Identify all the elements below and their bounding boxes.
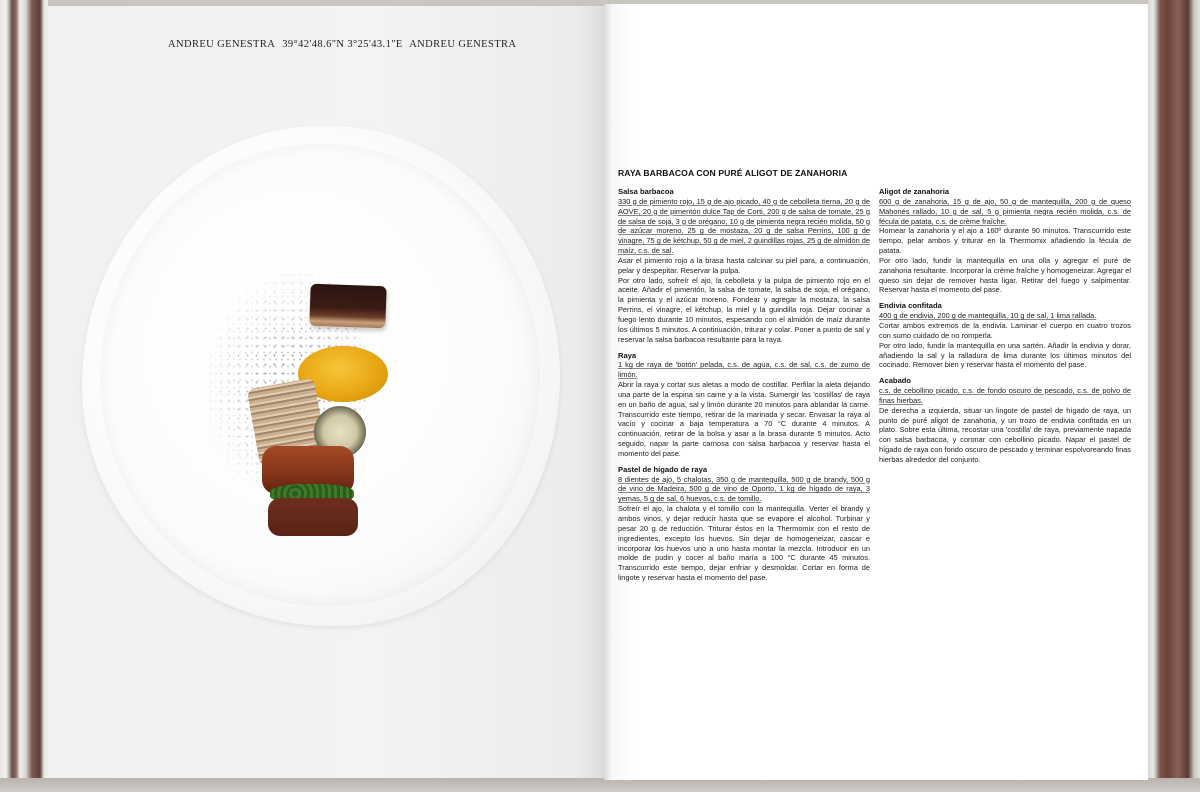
running-head-chef-right: ANDREU GENESTRA <box>409 39 517 50</box>
section-salsa-barbacoa <box>618 187 870 345</box>
section-acabado <box>879 376 1131 465</box>
running-head-coordinates: 39°42'48.6"N 3°25'43.1"E <box>282 39 403 50</box>
step-paragraph: Hornear la zanahoria y el ajo a 160º durante 90 minutos. Transcurrido este tiempo, pelar ambos y triturar en la Thermomix añadiendo la fécula de patata. <box>879 226 1131 256</box>
section-pastel-higado <box>618 465 870 583</box>
recipe-title: RAYA BARBACOA CON PURÉ ALIGOT DE ZANAHORIA <box>618 168 848 178</box>
ingredients-list: 330 g de pimiento rojo, 15 g de ajo picado, 40 g de cebolleta tierna, 20 g de AOVE, 20 g de pimentón dulce Tap de Corti, 200 g de salsa de tomate, 25 g de salsa de soja, 3 g de orégano, 10 g de pimienta negra recién molida, 50 g de azúcar moreno, 25 g de mostaza, 20 g de salsa Perrins, 100 g de vinagre, 75 g de kétchup, 50 g de miel, 2 guindillas rojas, 25 g de almidón de maíz, c.s. de sal. <box>618 196 870 256</box>
step-paragraph: Abrir la raya y cortar sus aletas a modo de costillar. Perfilar la aleta dejando una parte de la espina sin carne y a la vista. Sumergir las 'costillas' de raya en un baño de agua, sal y limón durante 20 minutos para ablandar la carne. Transcurrido este tiempo, retirar de la marinada y secar. Envasar la raya al vacío y cocinar a baja temperatura a 70 °C durante 4 minutos. A continuación, retirar de la bolsa y asar a la brasa durante 5 minutos. Acto seguido, napar la parte carnosa con salsa barbacoa y reservar hasta el momento del pase. <box>618 380 870 458</box>
step-paragraph: Sofreír el ajo, la chalota y el tomillo con la mantequilla. Verter el brandy y ambos vinos, y dejar reducir hasta que se evapore el alcohol. Turbinar y pesar 20 g de reducción. Triturar éstos en la Thermomix con el resto de ingredientes, excepto los huevos. Sin dejar de homogeneizar, cascar e incorporar los huevos uno a uno hasta montar la mezcla. Introducir en un molde de pudin y cocer al baño maría a 100 °C durante 45 minutos. Transcurrido este tiempo, dejar enfriar y desmoldar. Cortar en forma de lingote y reservar hasta el momento del pase. <box>618 504 870 583</box>
ingredients-list: 400 g de endivia, 200 g de mantequilla, 10 g de sal, 1 lima rallada. <box>879 311 1097 321</box>
section-endivia <box>879 301 1131 370</box>
step-paragraph: Cortar ambos extremos de la endivia. Laminar el cuerpo en cuatro trozos con sumo cuidado de no romperla. <box>879 320 1131 340</box>
section-raya <box>618 351 870 459</box>
step-paragraph: Por otro lado, sofreír el ajo, la cebolleta y la pulpa de pimiento rojo en el aceite. Añadir el pimentón, la salsa de tomate, la salsa de soja, el orégano, la pimienta y el azúcar moreno. Fondear y agregar la mostaza, la salsa Perrins, el vinagre, el kétchup, la miel y la guindilla roja. Dejar cocinar a fuego lento durante 10 minutos, espesando con el almidón de maíz durante los últimos 5 minutos. A continuación, triturar y colar. Poner a punto de sal y reservar la salsa barbacoa resultante para la raya. <box>618 275 870 344</box>
section-heading: Salsa barbacoa <box>618 187 674 196</box>
book-left-edge <box>0 0 48 792</box>
step-paragraph: Por otro lado, fundir la mantequilla en una sartén. Añadir la endivia y dorar, añadiendo la sal y la ralladura de lima durante los últimos minutos del cocinado. Remover bien y reservar hasta el momento del pase. <box>879 340 1131 370</box>
ingredients-list: 600 g de zanahoria, 15 g de ajo, 50 g de mantequilla, 200 g de queso Mahonés rallado, 10 g de sal, 5 g pimienta negra recién molida, c.s. de fécula de patata, c.s. de crème fraîche. <box>879 196 1131 226</box>
recipe-column-left <box>618 187 870 589</box>
glazed-liver-pastry <box>309 284 386 329</box>
book-right-edge <box>1148 0 1200 792</box>
running-head-chef-left: ANDREU GENESTRA <box>168 39 276 50</box>
section-heading: Acabado <box>879 376 912 386</box>
section-aligot <box>879 187 1131 295</box>
section-heading: Aligot de zanahoria <box>879 187 950 196</box>
step-paragraph: Por otro lado, fundir la mantequilla en una olla y agregar el puré de zanahoria resultante. Incorporar la crème fraîche y homogeneizar. Agregar el queso sin dejar de remover hasta ligar. Retirar del fuego y salpimentar. Reservar hasta el momento del pase. <box>879 255 1131 295</box>
running-head <box>168 39 520 50</box>
book-bottom-edge <box>0 778 1200 792</box>
left-page <box>48 6 604 778</box>
step-paragraph: De derecha a izquierda, situar un lingote de pastel de hígado de raya, un punto de puré aligot de zanahoria, y un trozo de endivia confitada en un plato. Sobre esta última, recostar una 'costilla' de raya, previamente napada con salsa barbacoa, y coronar con cebollino picado. Napar el pastel de hígado de raya con fondo oscuro de pescado y terminar espolvoreando finas hierbas alrededor del conjunto. <box>879 405 1131 464</box>
ingredients-list: 8 dientes de ajo, 5 chalotas, 350 g de mantequilla, 500 g de brandy, 500 g de vino de Madeira, 500 g de vino de Oporto, 1 kg de hígado de raya, 3 yemas, 5 g de sal, 6 huevos, c.s. de tomillo. <box>618 474 870 504</box>
ingredients-list: 1 kg de raya de 'botón' pelada, c.s. de agua, c.s. de sal, c.s. de zumo de limón. <box>618 360 870 380</box>
section-heading: Pastel de hígado de raya <box>618 464 708 474</box>
recipe-column-right <box>879 187 1131 471</box>
section-heading: Raya <box>618 350 637 360</box>
section-heading: Endivia confitada <box>879 301 942 311</box>
step-paragraph: Asar el pimiento rojo a la brasa hasta calcinar su piel para, a continuación, pelar y despepitar. Reservar la pulpa. <box>618 255 870 275</box>
ingredients-list: c.s. de cebollino picado, c.s. de fondo oscuro de pescado, c.s. de polvo de finas hierbas. <box>879 386 1131 405</box>
ray-base <box>268 498 358 536</box>
